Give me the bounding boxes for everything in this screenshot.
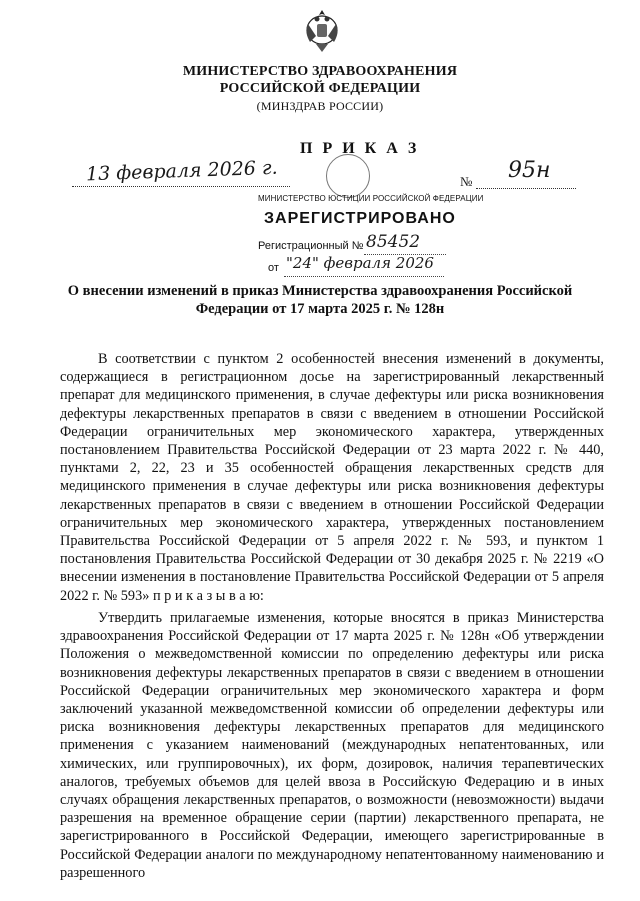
order-date: 13 февраля 2026 г.: [85, 156, 278, 186]
order-number: 95н: [508, 158, 551, 183]
order-title: П Р И К А З: [300, 140, 420, 157]
heading-line2: Федерации от 17 марта 2025 г. № 128н: [195, 301, 445, 317]
stamp-date-underline: [284, 276, 444, 277]
stamp-date-prefix: от: [268, 262, 279, 274]
stamp-organization: МИНИСТЕРСТВО ЮСТИЦИИ РОССИЙСКОЙ ФЕДЕРАЦИИ: [258, 194, 484, 203]
stamp-registered: ЗАРЕГИСТРИРОВАНО: [264, 210, 456, 227]
ministry-short-name: (МИНЗДРАВ РОССИИ): [256, 99, 384, 113]
number-underline: [476, 188, 576, 189]
stamp-date: "24" февраля 2026: [286, 254, 434, 272]
ministry-name-line1: МИНИСТЕРСТВО ЗДРАВООХРАНЕНИЯ: [182, 64, 458, 79]
ministry-name-line2: РОССИЙСКОЙ ФЕДЕРАЦИИ: [219, 81, 421, 96]
document-heading: [40, 282, 600, 318]
heading-line1: О внесении изменений в приказ Министерства здравоохранения Российской: [67, 283, 573, 299]
stamp-reg-number: 85452: [366, 232, 421, 252]
stamp-reg-number-label: Регистрационный №: [258, 240, 364, 252]
body-paragraph-2: Утвердить прилагаемые изменения, которые вносятся в приказ Министерства здравоохранения Российской Федерации от 17 марта 2025 г. № 128н «Об утверждении Положения о межведомственной комиссии по определению дефектуры или риска возникновения дефектуры лекарственных препаратов в связи с введением в отношении Российской Федерации ограничительных мер экономического характера и форм заключений указанной межведомственной комиссии об определении дефектуры или риска возникновения дефектуры лекарственных препаратов для медицинского применения с указанием наименований (международных непатентованных, или химических, или группировочных), их форм, дозировок, наличия терапевтических аналогов, требуемых объемов для целей ввоза в Российскую Федерацию и в иных случаях обращения лекарственных препаратов, о возможности (невозможности) выдачи разрешения на временное обращение серии (партии) лекарственного препарата, не зарегистрированного в Российской Федерации, имеющего зарегистрированные в Российской Федерации аналоги по международному непатентованному наименованию и разрешенного: [60, 610, 604, 881]
order-number-label: №: [460, 174, 473, 189]
registration-stamp: [246, 150, 484, 278]
seal-icon: [326, 154, 370, 198]
body-paragraph-1: В соответствии с пунктом 2 особенностей внесения изменений в документы, содержащиеся в регистрационном досье на зарегистрированный лекарственный препарат для медицинского применения, в случае дефектуры или риска возникновения дефектуры лекарственных препаратов в связи с введением в отношении Российской Федерации ограничительных мер экономического характера, утвержденных постановлением Правительства Российской Федерации от 23 марта 2022 г. № 440, пунктами 2, 22, 23 и 35 особенностей обращения лекарственных средств для медицинского применения в случае дефектуры или риска возникновения дефектуры лекарственных препаратов в связи с введением в отношении Российской Федерации ограничительных мер экономического характера, утвержденных постановлением Правительства Российской Федерации от 5 апреля 2022 г. № 593, и пунктом 1 постановления Правительства Российской Федерации от 30 декабря 2025 г. № 2219 «О внесении изменения в постановление Правительства Российской Федерации от 5 апреля 2022 г. № 593» п р и к а з ы в а ю:: [60, 351, 604, 604]
coat-of-arms-icon: [302, 6, 342, 56]
